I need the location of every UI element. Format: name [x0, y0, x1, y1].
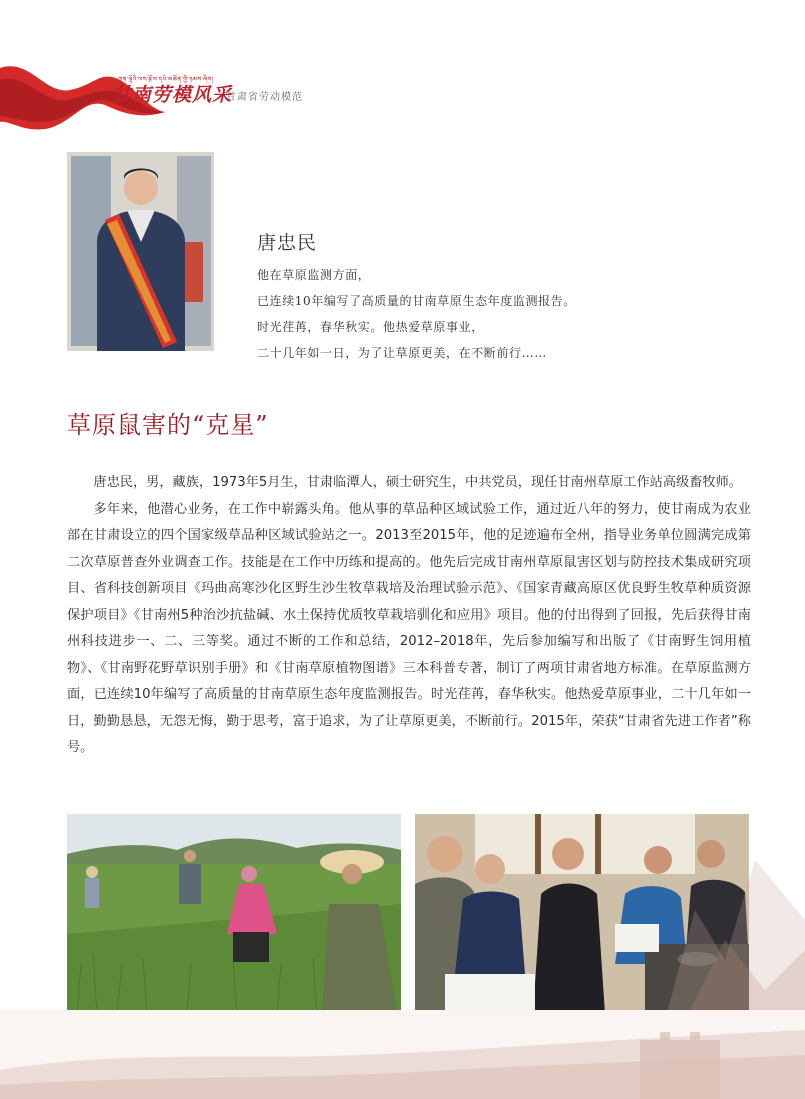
header-tibetan-text: ཀན་ལྷོའི་ལས་རྩོལ་དཔེ་མཚོན་གྱི་ཉམས་ཞིབ།	[118, 76, 214, 83]
person-name: 唐忠民	[257, 232, 318, 254]
section-heading: 草原鼠害的“克星”	[67, 411, 269, 439]
article-body	[67, 470, 751, 762]
intro-line: 时光荏苒，春华秋实。他热爱草原事业，	[257, 320, 484, 334]
body-paragraph: 多年来，他潜心业务，在工作中崭露头角。他从事的草品种区域试验工作，通过近八年的努力，使甘南成为农业部在甘肃设立的四个国家级草品种区域试验站之一。2013至2015年，他的足迹遍布全州，指导业务单位圆满完成第二次草原普查外业调查工作。技能是在工作中历练和提高的。他先后完成甘南州草原鼠害区划与防控技术集成研究项目、省科技创新项目《玛曲高寒沙化区野生沙生牧草栽培及治理试验示范》、《国家青藏高原区优良野生牧草种质资源保护项目》《甘南州5种治沙抗盐碱、水土保持优质牧草栽培驯化和应用》项目。他的付出得到了回报，先后获得甘南州科技进步一、二、三等奖。通过不断的工作和总结，2012–2018年，先后参加编写和出版了《甘南野生饲用植物》、《甘南野花野草识别手册》和《甘南草原植物图谱》三本科普专著，制订了两项甘肃省地方标准。在草原监测方面，已连续10年编写了高质量的甘南草原生态年度监测报告。时光荏苒，春华秋实。他热爱草原事业，二十几年如一日，勤勤恳恳，无怨无悔，勤于思考，富于追求，为了让草原更美，不断前行。2015年，荣获“甘肃省先进工作者”称号。	[67, 501, 751, 755]
portrait-photo	[67, 152, 214, 351]
header-title: 甘南劳模风采	[112, 84, 233, 106]
intro-line: 他在草原监测方面，	[257, 268, 371, 282]
great-wall-watermark	[0, 1010, 805, 1099]
body-paragraph: 唐忠民，男，藏族，1973年5月生，甘肃临潭人，硕士研究生，中共党员，现任甘南州草原工作站高级畜牧师。	[93, 475, 742, 490]
intro-text	[257, 262, 576, 366]
intro-line: 二十几年如一日，为了让草原更美，在不断前行……	[257, 346, 547, 360]
header-subtitle: 甘肃省劳动模范	[226, 92, 303, 103]
grassland-survey-photo	[67, 814, 401, 1014]
mountain-watermark	[665, 760, 805, 1020]
intro-line: 已连续10年编写了高质量的甘南草原生态年度监测报告。	[257, 294, 576, 308]
